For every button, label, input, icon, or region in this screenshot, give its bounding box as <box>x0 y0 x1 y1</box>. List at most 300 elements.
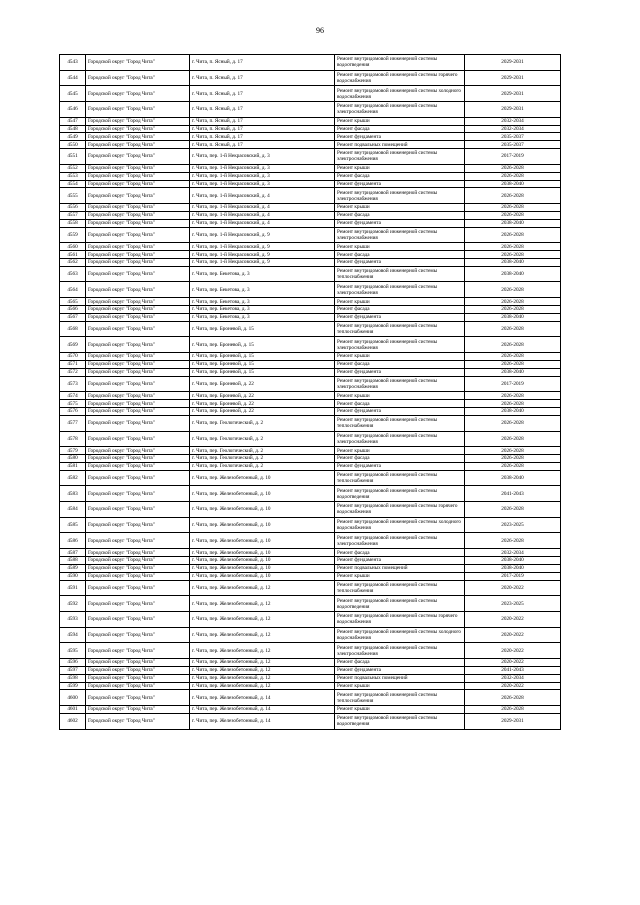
row-number-cell: 4582 <box>60 470 86 486</box>
table-row <box>60 337 561 353</box>
table-row <box>60 243 561 251</box>
period-cell: 2026-2028 <box>465 306 561 314</box>
row-number-cell: 4561 <box>60 251 86 259</box>
table-row <box>60 133 561 141</box>
municipality-cell: Городской округ "Город Чита" <box>86 70 190 86</box>
row-number-cell: 4577 <box>60 415 86 431</box>
municipality-cell: Городской округ "Город Чита" <box>86 321 190 337</box>
address-cell: г. Чита, п. Ясный, д. 17 <box>190 86 335 102</box>
period-cell: 2026-2028 <box>465 392 561 400</box>
row-number-cell: 4572 <box>60 368 86 376</box>
municipality-cell: Городской округ "Город Чита" <box>86 533 190 549</box>
period-cell: 2026-2028 <box>465 188 561 204</box>
work-type-cell: Ремонт фасада <box>335 400 465 408</box>
period-cell: 2023-2025 <box>465 517 561 533</box>
work-type-cell: Ремонт внутридомовой инженерной системы электроснабжения <box>335 102 465 118</box>
municipality-cell: Городской округ "Город Чита" <box>86 682 190 690</box>
address-cell: г. Чита, пер. 1-й Некрасовский, д. 3 <box>190 149 335 165</box>
row-number-cell: 4553 <box>60 172 86 180</box>
period-cell: 2026-2028 <box>465 462 561 470</box>
work-type-cell: Ремонт внутридомовой инженерной системы электроснабжения <box>335 282 465 298</box>
municipality-cell: Городской округ "Город Чита" <box>86 266 190 282</box>
municipality-cell: Городской округ "Город Чита" <box>86 447 190 455</box>
table-row <box>60 306 561 314</box>
work-type-cell: Ремонт внутридомовой инженерной системы теплоснабжения <box>335 470 465 486</box>
municipality-cell: Городской округ "Город Чита" <box>86 431 190 447</box>
work-type-cell: Ремонт подвальных помещений <box>335 141 465 149</box>
address-cell: г. Чита, пер. Броневой, д. 15 <box>190 368 335 376</box>
row-number-cell: 4560 <box>60 243 86 251</box>
row-number-cell: 4591 <box>60 580 86 596</box>
address-cell: г. Чита, пер. Железобетонный, д. 10 <box>190 564 335 572</box>
table-row <box>60 611 561 627</box>
row-number-cell: 4573 <box>60 376 86 392</box>
row-number-cell: 4545 <box>60 86 86 102</box>
work-type-cell: Ремонт внутридомовой инженерной системы водоотведения <box>335 596 465 612</box>
period-cell: 2026-2028 <box>465 172 561 180</box>
work-type-cell: Ремонт крыши <box>335 682 465 690</box>
municipality-cell: Городской округ "Город Чита" <box>86 643 190 659</box>
work-type-cell: Ремонт крыши <box>335 204 465 212</box>
row-number-cell: 4599 <box>60 682 86 690</box>
municipality-cell: Городской округ "Город Чита" <box>86 580 190 596</box>
address-cell: г. Чита, пер. Железобетонный, д. 10 <box>190 502 335 518</box>
municipality-cell: Городской округ "Город Чита" <box>86 455 190 463</box>
period-cell: 2026-2028 <box>465 282 561 298</box>
table-row <box>60 70 561 86</box>
period-cell: 2038-2040 <box>465 557 561 565</box>
municipality-cell: Городской округ "Город Чита" <box>86 251 190 259</box>
period-cell: 2035-2037 <box>465 141 561 149</box>
row-number-cell: 4593 <box>60 611 86 627</box>
work-type-cell: Ремонт внутридомовой инженерной системы электроснабжения <box>335 188 465 204</box>
row-number-cell: 4576 <box>60 407 86 415</box>
municipality-cell: Городской округ "Город Чита" <box>86 55 190 71</box>
table-row <box>60 682 561 690</box>
table-row <box>60 572 561 580</box>
work-type-cell: Ремонт фасада <box>335 172 465 180</box>
work-type-cell: Ремонт крыши <box>335 117 465 125</box>
municipality-cell: Городской округ "Город Чита" <box>86 462 190 470</box>
municipality-cell: Городской округ "Город Чита" <box>86 117 190 125</box>
work-type-cell: Ремонт фасада <box>335 658 465 666</box>
period-cell: 2026-2028 <box>465 502 561 518</box>
table-row <box>60 219 561 227</box>
row-number-cell: 4581 <box>60 462 86 470</box>
work-type-cell: Ремонт внутридомовой инженерной системы водоотведения <box>335 55 465 71</box>
row-number-cell: 4575 <box>60 400 86 408</box>
work-type-cell: Ремонт фасада <box>335 360 465 368</box>
address-cell: г. Чита, пер. Железобетонный, д. 12 <box>190 682 335 690</box>
row-number-cell: 4551 <box>60 149 86 165</box>
table-row <box>60 447 561 455</box>
row-number-cell: 4558 <box>60 219 86 227</box>
row-number-cell: 4567 <box>60 313 86 321</box>
table-row <box>60 227 561 243</box>
address-cell: г. Чита, пер. Броневой, д. 22 <box>190 407 335 415</box>
work-type-cell: Ремонт внутридомовой инженерной системы холодного водоснабжения <box>335 627 465 643</box>
table-row <box>60 102 561 118</box>
table-row <box>60 502 561 518</box>
address-cell: г. Чита, п. Ясный, д. 17 <box>190 117 335 125</box>
municipality-cell: Городской округ "Город Чита" <box>86 243 190 251</box>
municipality-cell: Городской округ "Город Чита" <box>86 133 190 141</box>
municipality-cell: Городской округ "Город Чита" <box>86 125 190 133</box>
work-type-cell: Ремонт фасада <box>335 211 465 219</box>
period-cell: 2029-2031 <box>465 86 561 102</box>
address-cell: г. Чита, пер. Железобетонный, д. 10 <box>190 517 335 533</box>
period-cell: 2029-2031 <box>465 713 561 729</box>
table-row <box>60 313 561 321</box>
address-cell: г. Чита, п. Ясный, д. 17 <box>190 125 335 133</box>
work-type-cell: Ремонт фундамента <box>335 313 465 321</box>
period-cell: 2029-2031 <box>465 102 561 118</box>
period-cell: 2026-2028 <box>465 455 561 463</box>
municipality-cell: Городской округ "Город Чита" <box>86 337 190 353</box>
address-cell: г. Чита, пер. Железобетонный, д. 14 <box>190 706 335 714</box>
address-cell: г. Чита, п. Ясный, д. 17 <box>190 55 335 71</box>
address-cell: г. Чита, пер. Броневой, д. 15 <box>190 353 335 361</box>
table-row <box>60 666 561 674</box>
row-number-cell: 4552 <box>60 164 86 172</box>
period-cell: 2026-2028 <box>465 164 561 172</box>
address-cell: г. Чита, пер. Железобетонный, д. 12 <box>190 658 335 666</box>
municipality-cell: Городской округ "Город Чита" <box>86 298 190 306</box>
period-cell: 2038-2040 <box>465 258 561 266</box>
municipality-cell: Городской округ "Город Чита" <box>86 415 190 431</box>
table-row <box>60 596 561 612</box>
row-number-cell: 4543 <box>60 55 86 71</box>
period-cell: 2032-2034 <box>465 125 561 133</box>
work-type-cell: Ремонт внутридомовой инженерной системы электроснабжения <box>335 376 465 392</box>
table-row <box>60 86 561 102</box>
period-cell: 2026-2028 <box>465 690 561 706</box>
work-type-cell: Ремонт фундамента <box>335 462 465 470</box>
row-number-cell: 4598 <box>60 674 86 682</box>
work-type-cell: Ремонт внутридомовой инженерной системы водоотведения <box>335 713 465 729</box>
work-type-cell: Ремонт фасада <box>335 306 465 314</box>
municipality-cell: Городской округ "Город Чита" <box>86 172 190 180</box>
address-cell: г. Чита, пер. Железобетонный, д. 10 <box>190 572 335 580</box>
address-cell: г. Чита, пер. Железобетонный, д. 12 <box>190 611 335 627</box>
repair-schedule-table <box>59 54 561 730</box>
table-row <box>60 266 561 282</box>
municipality-cell: Городской округ "Город Чита" <box>86 102 190 118</box>
address-cell: г. Чита, пер. Бекетова, д. 3 <box>190 306 335 314</box>
address-cell: г. Чита, пер. 1-й Некрасовский, д. 9 <box>190 243 335 251</box>
address-cell: г. Чита, пер. 1-й Некрасовский, д. 9 <box>190 227 335 243</box>
table-row <box>60 376 561 392</box>
municipality-cell: Городской округ "Город Чита" <box>86 211 190 219</box>
address-cell: г. Чита, пер. Железобетонный, д. 10 <box>190 557 335 565</box>
period-cell: 2026-2028 <box>465 360 561 368</box>
address-cell: г. Чита, пер. Железобетонный, д. 10 <box>190 549 335 557</box>
period-cell: 2038-2040 <box>465 564 561 572</box>
table-row <box>60 486 561 502</box>
municipality-cell: Городской округ "Город Чита" <box>86 149 190 165</box>
work-type-cell: Ремонт внутридомовой инженерной системы теплоснабжения <box>335 415 465 431</box>
address-cell: г. Чита, пер. Геологический, д. 2 <box>190 431 335 447</box>
address-cell: г. Чита, пер. 1-й Некрасовский, д. 9 <box>190 251 335 259</box>
work-type-cell: Ремонт крыши <box>335 392 465 400</box>
address-cell: г. Чита, пер. Геологический, д. 2 <box>190 415 335 431</box>
row-number-cell: 4580 <box>60 455 86 463</box>
work-type-cell: Ремонт фундамента <box>335 407 465 415</box>
work-type-cell: Ремонт фундамента <box>335 666 465 674</box>
work-type-cell: Ремонт крыши <box>335 164 465 172</box>
work-type-cell: Ремонт фасада <box>335 125 465 133</box>
row-number-cell: 4602 <box>60 713 86 729</box>
municipality-cell: Городской округ "Город Чита" <box>86 486 190 502</box>
work-type-cell: Ремонт крыши <box>335 447 465 455</box>
period-cell: 2041-2043 <box>465 486 561 502</box>
page-number: 96 <box>316 26 324 35</box>
row-number-cell: 4563 <box>60 266 86 282</box>
row-number-cell: 4549 <box>60 133 86 141</box>
table-row <box>60 400 561 408</box>
period-cell: 2026-2028 <box>465 337 561 353</box>
table-row <box>60 690 561 706</box>
row-number-cell: 4570 <box>60 353 86 361</box>
address-cell: г. Чита, пер. Железобетонный, д. 14 <box>190 713 335 729</box>
table-row <box>60 674 561 682</box>
table-row <box>60 713 561 729</box>
period-cell: 2038-2040 <box>465 180 561 188</box>
municipality-cell: Городской округ "Город Чита" <box>86 258 190 266</box>
table-row <box>60 149 561 165</box>
period-cell: 2020-2022 <box>465 580 561 596</box>
row-number-cell: 4556 <box>60 204 86 212</box>
period-cell: 2026-2028 <box>465 211 561 219</box>
work-type-cell: Ремонт фасада <box>335 455 465 463</box>
row-number-cell: 4584 <box>60 502 86 518</box>
table-row <box>60 211 561 219</box>
period-cell: 2023-2025 <box>465 596 561 612</box>
address-cell: г. Чита, п. Ясный, д. 17 <box>190 141 335 149</box>
address-cell: г. Чита, пер. Броневой, д. 22 <box>190 392 335 400</box>
address-cell: г. Чита, пер. Броневой, д. 15 <box>190 321 335 337</box>
row-number-cell: 4571 <box>60 360 86 368</box>
period-cell: 2038-2040 <box>465 407 561 415</box>
period-cell: 2035-2037 <box>465 133 561 141</box>
table-row <box>60 549 561 557</box>
table-row <box>60 282 561 298</box>
period-cell: 2020-2022 <box>465 643 561 659</box>
municipality-cell: Городской округ "Город Чита" <box>86 86 190 102</box>
work-type-cell: Ремонт внутридомовой инженерной системы электроснабжения <box>335 227 465 243</box>
municipality-cell: Городской округ "Город Чита" <box>86 549 190 557</box>
row-number-cell: 4579 <box>60 447 86 455</box>
municipality-cell: Городской округ "Город Чита" <box>86 627 190 643</box>
table-row <box>60 298 561 306</box>
address-cell: г. Чита, пер. 1-й Некрасовский, д. 3 <box>190 172 335 180</box>
address-cell: г. Чита, пер. 1-й Некрасовский, д. 3 <box>190 164 335 172</box>
address-cell: г. Чита, пер. Броневой, д. 22 <box>190 400 335 408</box>
address-cell: г. Чита, пер. Железобетонный, д. 12 <box>190 666 335 674</box>
row-number-cell: 4550 <box>60 141 86 149</box>
row-number-cell: 4601 <box>60 706 86 714</box>
municipality-cell: Городской округ "Город Чита" <box>86 690 190 706</box>
row-number-cell: 4592 <box>60 596 86 612</box>
address-cell: г. Чита, пер. Железобетонный, д. 14 <box>190 690 335 706</box>
table-row <box>60 455 561 463</box>
table-row <box>60 368 561 376</box>
row-number-cell: 4565 <box>60 298 86 306</box>
municipality-cell: Городской округ "Город Чита" <box>86 572 190 580</box>
address-cell: г. Чита, пер. 1-й Некрасовский, д. 4 <box>190 204 335 212</box>
work-type-cell: Ремонт внутридомовой инженерной системы теплоснабжения <box>335 266 465 282</box>
municipality-cell: Городской округ "Город Чита" <box>86 502 190 518</box>
table-row <box>60 533 561 549</box>
period-cell: 2029-2031 <box>465 70 561 86</box>
table-row <box>60 125 561 133</box>
period-cell: 2020-2022 <box>465 627 561 643</box>
work-type-cell: Ремонт крыши <box>335 243 465 251</box>
work-type-cell: Ремонт фундамента <box>335 180 465 188</box>
table-row <box>60 564 561 572</box>
row-number-cell: 4574 <box>60 392 86 400</box>
row-number-cell: 4557 <box>60 211 86 219</box>
municipality-cell: Городской округ "Город Чита" <box>86 596 190 612</box>
period-cell: 2026-2028 <box>465 706 561 714</box>
table-row <box>60 353 561 361</box>
municipality-cell: Городской округ "Город Чита" <box>86 360 190 368</box>
municipality-cell: Городской округ "Город Чита" <box>86 188 190 204</box>
work-type-cell: Ремонт внутридомовой инженерной системы электроснабжения <box>335 431 465 447</box>
work-type-cell: Ремонт внутридомовой инженерной системы электроснабжения <box>335 533 465 549</box>
row-number-cell: 4583 <box>60 486 86 502</box>
address-cell: г. Чита, пер. Геологический, д. 2 <box>190 447 335 455</box>
work-type-cell: Ремонт крыши <box>335 706 465 714</box>
table-row <box>60 470 561 486</box>
work-type-cell: Ремонт фундамента <box>335 557 465 565</box>
row-number-cell: 4589 <box>60 564 86 572</box>
municipality-cell: Городской округ "Город Чита" <box>86 706 190 714</box>
address-cell: г. Чита, пер. 1-й Некрасовский, д. 4 <box>190 211 335 219</box>
work-type-cell: Ремонт крыши <box>335 298 465 306</box>
work-type-cell: Ремонт фундамента <box>335 219 465 227</box>
period-cell: 2032-2034 <box>465 117 561 125</box>
table-row <box>60 258 561 266</box>
table-row <box>60 462 561 470</box>
address-cell: г. Чита, п. Ясный, д. 17 <box>190 102 335 118</box>
municipality-cell: Городской округ "Город Чита" <box>86 204 190 212</box>
period-cell: 2017-2019 <box>465 376 561 392</box>
work-type-cell: Ремонт фундамента <box>335 258 465 266</box>
period-cell: 2026-2028 <box>465 243 561 251</box>
address-cell: г. Чита, пер. Железобетонный, д. 12 <box>190 580 335 596</box>
municipality-cell: Городской округ "Город Чита" <box>86 392 190 400</box>
table-row <box>60 172 561 180</box>
work-type-cell: Ремонт внутридомовой инженерной системы горячего водоснабжения <box>335 502 465 518</box>
work-type-cell: Ремонт внутридомовой инженерной системы горячего водоснабжения <box>335 611 465 627</box>
period-cell: 2026-2028 <box>465 400 561 408</box>
period-cell: 2038-2040 <box>465 470 561 486</box>
table-row <box>60 415 561 431</box>
period-cell: 2026-2028 <box>465 251 561 259</box>
address-cell: г. Чита, пер. Железобетонный, д. 10 <box>190 486 335 502</box>
period-cell: 2026-2028 <box>465 431 561 447</box>
work-type-cell: Ремонт фасада <box>335 251 465 259</box>
row-number-cell: 4587 <box>60 549 86 557</box>
period-cell: 2026-2028 <box>465 533 561 549</box>
work-type-cell: Ремонт подвальных помещений <box>335 674 465 682</box>
row-number-cell: 4569 <box>60 337 86 353</box>
row-number-cell: 4555 <box>60 188 86 204</box>
row-number-cell: 4578 <box>60 431 86 447</box>
period-cell: 2029-2031 <box>465 55 561 71</box>
table-row <box>60 117 561 125</box>
period-cell: 2026-2028 <box>465 353 561 361</box>
row-number-cell: 4562 <box>60 258 86 266</box>
period-cell: 2032-2034 <box>465 674 561 682</box>
work-type-cell: Ремонт подвальных помещений <box>335 564 465 572</box>
row-number-cell: 4566 <box>60 306 86 314</box>
municipality-cell: Городской округ "Город Чита" <box>86 376 190 392</box>
municipality-cell: Городской округ "Город Чита" <box>86 658 190 666</box>
work-type-cell: Ремонт внутридомовой инженерной системы теплоснабжения <box>335 580 465 596</box>
table-row <box>60 407 561 415</box>
work-type-cell: Ремонт внутридомовой инженерной системы электроснабжения <box>335 337 465 353</box>
period-cell: 2026-2028 <box>465 415 561 431</box>
period-cell: 2026-2028 <box>465 447 561 455</box>
municipality-cell: Городской округ "Город Чита" <box>86 666 190 674</box>
period-cell: 2038-2040 <box>465 313 561 321</box>
table-row <box>60 658 561 666</box>
period-cell: 2017-2019 <box>465 149 561 165</box>
address-cell: г. Чита, пер. Железобетонный, д. 12 <box>190 674 335 682</box>
table-row <box>60 360 561 368</box>
row-number-cell: 4544 <box>60 70 86 86</box>
row-number-cell: 4588 <box>60 557 86 565</box>
work-type-cell: Ремонт фундамента <box>335 133 465 141</box>
address-cell: г. Чита, пер. Бекетова, д. 3 <box>190 282 335 298</box>
table-row <box>60 321 561 337</box>
municipality-cell: Городской округ "Город Чита" <box>86 164 190 172</box>
municipality-cell: Городской округ "Город Чита" <box>86 219 190 227</box>
address-cell: г. Чита, пер. Геологический, д. 2 <box>190 455 335 463</box>
period-cell: 2032-2034 <box>465 549 561 557</box>
address-cell: г. Чита, пер. Железобетонный, д. 12 <box>190 627 335 643</box>
work-type-cell: Ремонт крыши <box>335 353 465 361</box>
address-cell: г. Чита, пер. Броневой, д. 22 <box>190 376 335 392</box>
table-row <box>60 557 561 565</box>
period-cell: 2038-2040 <box>465 219 561 227</box>
address-cell: г. Чита, п. Ясный, д. 17 <box>190 70 335 86</box>
work-type-cell: Ремонт внутридомовой инженерной системы теплоснабжения <box>335 321 465 337</box>
table-row <box>60 141 561 149</box>
municipality-cell: Городской округ "Город Чита" <box>86 400 190 408</box>
municipality-cell: Городской округ "Город Чита" <box>86 227 190 243</box>
period-cell: 2026-2028 <box>465 298 561 306</box>
table-row <box>60 706 561 714</box>
work-type-cell: Ремонт внутридомовой инженерной системы теплоснабжения <box>335 690 465 706</box>
row-number-cell: 4548 <box>60 125 86 133</box>
municipality-cell: Городской округ "Город Чита" <box>86 557 190 565</box>
table-row <box>60 164 561 172</box>
period-cell: 2017-2019 <box>465 572 561 580</box>
row-number-cell: 4600 <box>60 690 86 706</box>
table-row <box>60 392 561 400</box>
work-type-cell: Ремонт фасада <box>335 549 465 557</box>
table-row <box>60 643 561 659</box>
table-row <box>60 204 561 212</box>
work-type-cell: Ремонт внутридомовой инженерной системы водоотведения <box>335 486 465 502</box>
row-number-cell: 4594 <box>60 627 86 643</box>
table-row <box>60 251 561 259</box>
address-cell: г. Чита, пер. 1-й Некрасовский, д. 9 <box>190 258 335 266</box>
municipality-cell: Городской округ "Город Чита" <box>86 674 190 682</box>
